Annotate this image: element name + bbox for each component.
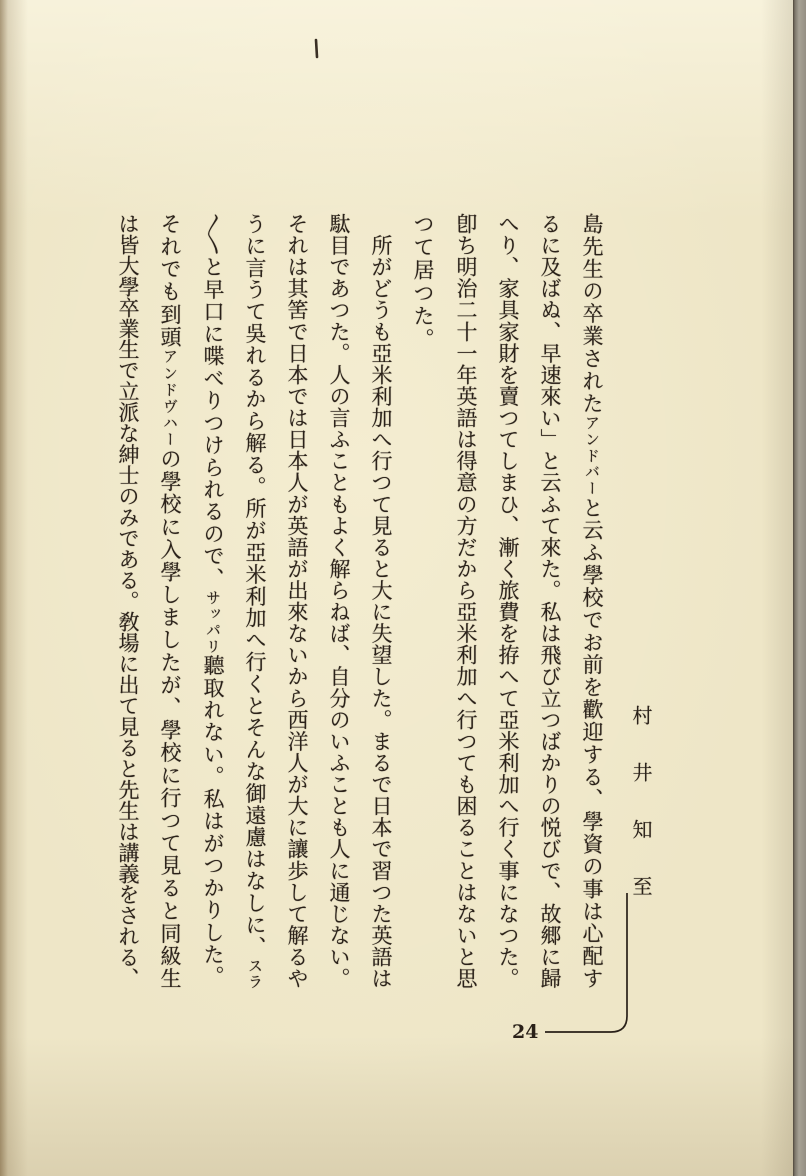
text-column: るに及ばぬ、早速來い」と云ふて來た。私は飛び立つばかりの悦びで、故郷に歸 xyxy=(538,213,562,988)
text-column: 卽ち明治二十一年英語は得意の方だから亞米利加へ行つても困ることはないと思 xyxy=(454,213,478,988)
text-column: うに言うて吳れるから解る。所が亞米利加へ行くとそんな御遠慮はなしに、スラ xyxy=(243,213,267,988)
text-column: 所がどうも亞米利加へ行つて見ると大に失望した。まるで日本で習つた英語は xyxy=(369,213,393,988)
page-number: 24 xyxy=(512,1021,539,1043)
author-name: 村井知至 xyxy=(629,705,653,933)
katakana-run: アンドバー xyxy=(583,414,601,497)
katakana-run: アンドヴハー xyxy=(161,348,179,449)
katakana-run: スラ xyxy=(246,957,264,988)
text-column: へり、家具家財を賣つてしまひ、漸く旅費を拵へて亞米利加へ行く事になつた。 xyxy=(496,213,520,988)
page-edge xyxy=(793,0,806,1176)
text-column: それでも到頭アンドヴハーの學校に入學しましたが、學校に行つて見ると同級生 xyxy=(158,213,182,988)
text-column: 島先生の卒業されたアンドバーと云ふ學校でお前を歡迎する、學資の事は心配す xyxy=(580,213,604,988)
text-column: つて居つた。 xyxy=(411,213,435,351)
text-column: 駄目であつた。人の言ふこともよく解らねば、自分のいふことも人に通じない。 xyxy=(327,213,351,988)
text-column: それは其筈で日本では日本人が英語が出來ないから西洋人が大に讓歩して解るや xyxy=(285,213,309,988)
text-column: 〳〵と早口に喋べりつけられるので、サッパリ聽取れない。私はがつかりした。 xyxy=(201,213,225,988)
scan-mark xyxy=(316,40,317,57)
katakana-run: サッパリ xyxy=(204,589,222,655)
text-column: は皆大學卒業生で立派な紳士のみである。敎場に出て見ると先生は講義をされる、 xyxy=(116,213,140,988)
